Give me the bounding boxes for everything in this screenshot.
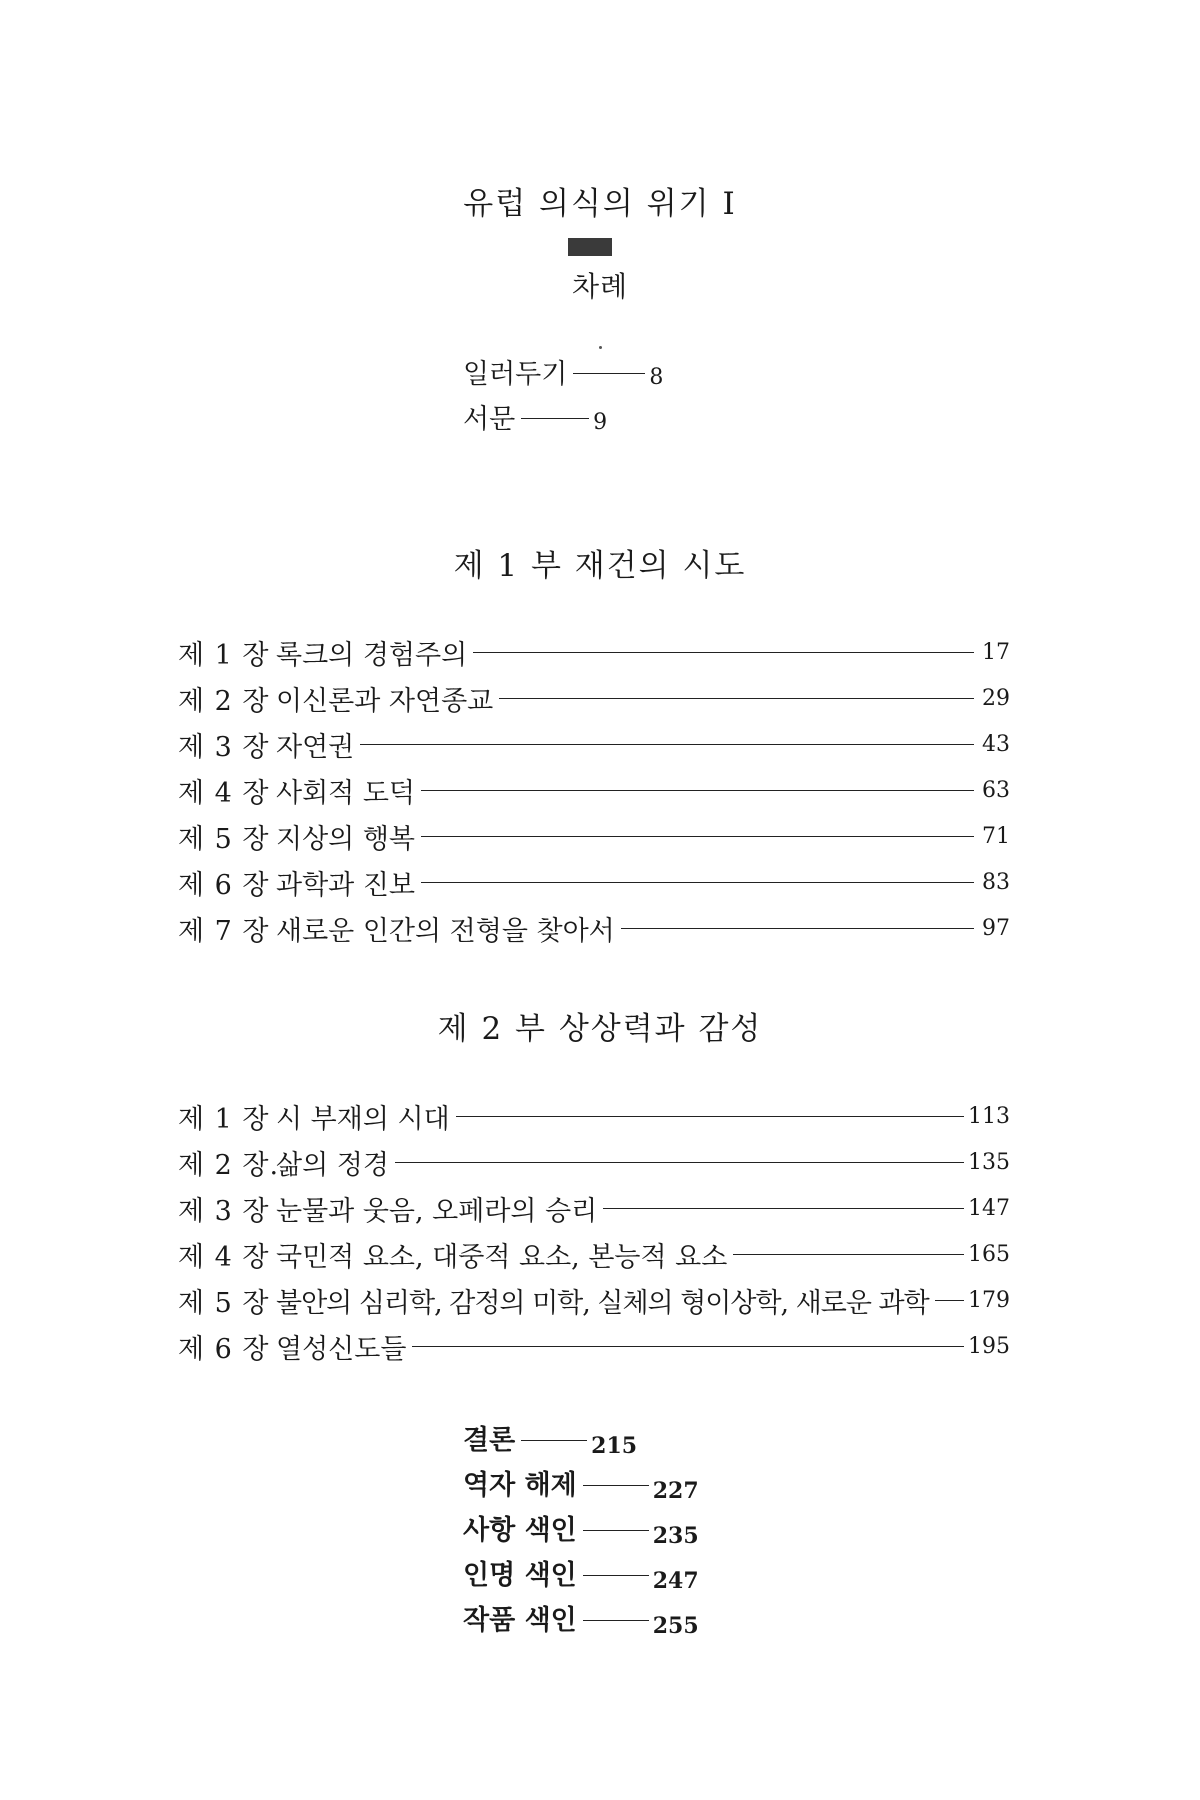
chapter-page: 43 <box>982 731 1010 757</box>
toc-entry-part2-ch2[interactable] <box>178 1142 1010 1182</box>
chapter-title: 과학과 진보 <box>276 869 415 901</box>
entry-title: 인명 색인 <box>463 1560 577 1591</box>
entry-page: 255 <box>652 1612 699 1639</box>
toc-entry-part1-ch1[interactable] <box>178 632 1010 672</box>
toc-entry-part1-ch3[interactable] <box>178 724 1010 764</box>
chapter-number: 제 1 장 <box>178 1103 270 1135</box>
entry-page: 9 <box>593 410 608 435</box>
chapter-title: 자연권 <box>276 731 355 763</box>
chapter-page: 135 <box>968 1149 1010 1175</box>
chapter-number: 제 5 장 <box>178 823 270 855</box>
chapter-page: 71 <box>982 823 1010 849</box>
toc-entry-part2-ch5[interactable] <box>178 1280 1010 1320</box>
chapter-number: 제 4 장 <box>178 1241 270 1273</box>
chapter-title: 록크의 경험주의 <box>276 639 468 671</box>
toc-entry-name-index[interactable] <box>463 1553 699 1592</box>
chapter-page: 29 <box>982 685 1010 711</box>
entry-title: 작품 색인 <box>463 1605 577 1636</box>
dot-leader <box>421 836 974 837</box>
toc-entry-translator-note[interactable] <box>463 1463 699 1502</box>
dot-leader <box>583 1485 649 1486</box>
print-speck <box>599 346 602 349</box>
dot-leader <box>621 928 974 929</box>
chapter-page: 17 <box>982 639 1010 665</box>
chapter-title: 열성신도들 <box>276 1333 407 1365</box>
dot-leader <box>360 744 974 745</box>
chapter-page: 165 <box>968 1241 1010 1267</box>
part-2-title: 제 2 부 상상력과 감성 <box>437 1011 763 1047</box>
chapter-title: 지상의 행복 <box>276 823 415 855</box>
entry-page: 235 <box>652 1522 699 1549</box>
toc-entry-works-index[interactable] <box>463 1598 699 1637</box>
toc-entry-part1-ch5[interactable] <box>178 816 1010 856</box>
toc-entry-front-notes[interactable] <box>463 352 663 391</box>
entry-page: 247 <box>652 1567 699 1594</box>
chapter-title: 시 부재의 시대 <box>276 1103 450 1135</box>
entry-page: 227 <box>652 1477 699 1504</box>
chapter-page: 83 <box>982 869 1010 895</box>
chapter-title: 삶의 정경 <box>276 1149 389 1181</box>
title-ornament <box>568 238 612 256</box>
chapter-page: 113 <box>968 1103 1010 1129</box>
dot-leader <box>412 1346 964 1347</box>
chapter-number: 제 6 장 <box>178 869 270 901</box>
chapter-title: 눈물과 웃음, 오페라의 승리 <box>276 1195 598 1227</box>
entry-title: 역자 해제 <box>463 1470 577 1501</box>
chapter-page: 195 <box>968 1333 1010 1359</box>
toc-entry-part2-ch1[interactable] <box>178 1096 1010 1136</box>
chapter-number: 제 2 장. <box>178 1149 280 1181</box>
chapter-number: 제 5 장 <box>178 1287 270 1319</box>
chapter-number: 제 3 장 <box>178 731 270 763</box>
dot-leader <box>573 373 645 374</box>
chapter-number: 제 1 장 <box>178 639 270 671</box>
toc-entry-part2-ch3[interactable] <box>178 1188 1010 1228</box>
chapter-title: 불안의 심리학, 감정의 미학, 실체의 형이상학, 새로운 과학 <box>276 1287 929 1319</box>
chapter-title: 국민적 요소, 대중적 요소, 본능적 요소 <box>276 1241 728 1273</box>
dot-leader <box>583 1530 649 1531</box>
dot-leader <box>733 1254 964 1255</box>
chapter-number: 제 6 장 <box>178 1333 270 1365</box>
dot-leader <box>521 418 589 419</box>
entry-page: 8 <box>649 365 664 390</box>
toc-entry-part2-ch4[interactable] <box>178 1234 1010 1274</box>
entry-title: 결론 <box>463 1425 516 1456</box>
dot-leader <box>499 698 974 699</box>
dot-leader <box>583 1620 649 1621</box>
chapter-title: 새로운 인간의 전형을 찾아서 <box>276 915 615 947</box>
book-title: 유럽 의식의 위기 I <box>463 186 737 222</box>
entry-title: 서문 <box>463 404 516 435</box>
dot-leader <box>603 1208 964 1209</box>
toc-entry-part1-ch7[interactable] <box>178 908 1010 948</box>
chapter-page: 63 <box>982 777 1010 803</box>
part-1-title: 제 1 부 재건의 시도 <box>453 548 747 584</box>
chapter-title: 사회적 도덕 <box>276 777 415 809</box>
toc-entry-subject-index[interactable] <box>463 1508 699 1547</box>
toc-entry-preface[interactable] <box>463 397 607 436</box>
chapter-number: 제 4 장 <box>178 777 270 809</box>
dot-leader <box>583 1575 649 1576</box>
chapter-page: 97 <box>982 915 1010 941</box>
chapter-page: 179 <box>968 1287 1010 1313</box>
entry-page: 215 <box>591 1432 638 1459</box>
toc-heading: 차례 <box>571 270 629 303</box>
chapter-number: 제 3 장 <box>178 1195 270 1227</box>
toc-entry-conclusion[interactable] <box>463 1418 637 1457</box>
toc-entry-part1-ch2[interactable] <box>178 678 1010 718</box>
dot-leader <box>935 1300 964 1301</box>
toc-entry-part1-ch4[interactable] <box>178 770 1010 810</box>
dot-leader <box>395 1162 964 1163</box>
chapter-title: 이신론과 자연종교 <box>276 685 494 717</box>
chapter-page: 147 <box>968 1195 1010 1221</box>
dot-leader <box>456 1116 964 1117</box>
dot-leader <box>473 652 974 653</box>
entry-title: 사항 색인 <box>463 1515 577 1546</box>
chapter-number: 제 2 장 <box>178 685 270 717</box>
dot-leader <box>421 790 974 791</box>
dot-leader <box>421 882 974 883</box>
chapter-number: 제 7 장 <box>178 915 270 947</box>
toc-entry-part2-ch6[interactable] <box>178 1326 1010 1366</box>
dot-leader <box>521 1440 587 1441</box>
toc-entry-part1-ch6[interactable] <box>178 862 1010 902</box>
entry-title: 일러두기 <box>463 359 568 390</box>
